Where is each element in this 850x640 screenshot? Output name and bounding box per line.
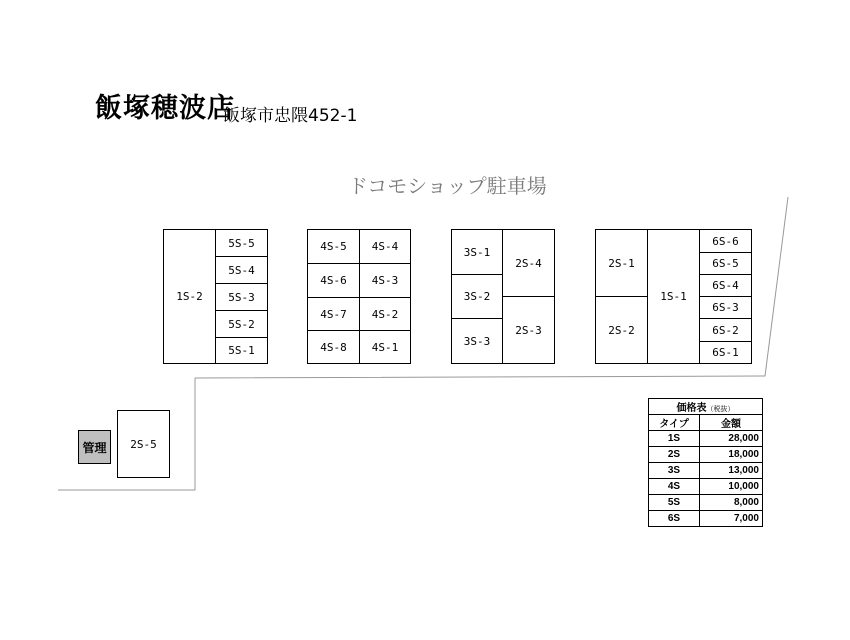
space-5S-5: 5S-5 [215,229,268,257]
space-1S-2: 1S-2 [163,229,216,364]
price-amount: 13,000 [700,463,763,479]
price-type: 1S [649,431,700,447]
table-row [649,463,763,479]
space-6S-6: 6S-6 [699,229,752,253]
space-2S-4: 2S-4 [502,229,555,297]
price-amount: 8,000 [700,495,763,511]
col-header-type: タイプ [649,415,700,431]
space-3S-3: 3S-3 [451,318,503,364]
table-row [649,511,763,527]
price-amount: 7,000 [700,511,763,527]
space-4S-1: 4S-1 [359,330,411,364]
space-2S-1: 2S-1 [595,229,648,297]
management-building: 管理 [78,430,111,464]
price-table-header-row [649,415,763,431]
space-5S-3: 5S-3 [215,283,268,311]
space-2S-5: 2S-5 [117,410,170,478]
space-2S-2: 2S-2 [595,296,648,364]
price-type: 4S [649,479,700,495]
space-4S-4: 4S-4 [359,229,411,264]
space-4S-6: 4S-6 [307,263,360,298]
store-address: 飯塚市忠隈452-1 [223,106,358,126]
price-amount: 18,000 [700,447,763,463]
table-row [649,479,763,495]
space-4S-7: 4S-7 [307,297,360,331]
price-type: 2S [649,447,700,463]
parking-lot-label: ドコモショップ駐車場 [348,174,547,198]
col-header-amount: 金額 [700,415,763,431]
price-table-title [649,399,763,415]
table-row [649,447,763,463]
price-amount: 28,000 [700,431,763,447]
space-6S-5: 6S-5 [699,252,752,275]
store-name: 飯塚穂波店 [95,93,235,124]
space-5S-4: 5S-4 [215,256,268,284]
price-type: 3S [649,463,700,479]
table-row [649,431,763,447]
space-4S-3: 4S-3 [359,263,411,298]
space-6S-3: 6S-3 [699,296,752,319]
space-5S-2: 5S-2 [215,310,268,338]
space-5S-1: 5S-1 [215,337,268,364]
space-4S-8: 4S-8 [307,330,360,364]
price-type: 5S [649,495,700,511]
space-2S-3: 2S-3 [502,296,555,364]
price-table-title-text: 価格表 [676,403,707,414]
price-table-title-row [649,399,763,415]
space-3S-2: 3S-2 [451,274,503,319]
price-type: 6S [649,511,700,527]
space-6S-4: 6S-4 [699,274,752,297]
price-amount: 10,000 [700,479,763,495]
table-row [649,495,763,511]
space-6S-1: 6S-1 [699,341,752,364]
space-4S-2: 4S-2 [359,297,411,331]
space-4S-5: 4S-5 [307,229,360,264]
space-1S-1: 1S-1 [647,229,700,364]
space-3S-1: 3S-1 [451,229,503,275]
price-table-tax-note: （税抜） [706,406,735,413]
price-table [648,398,763,527]
space-6S-2: 6S-2 [699,318,752,342]
